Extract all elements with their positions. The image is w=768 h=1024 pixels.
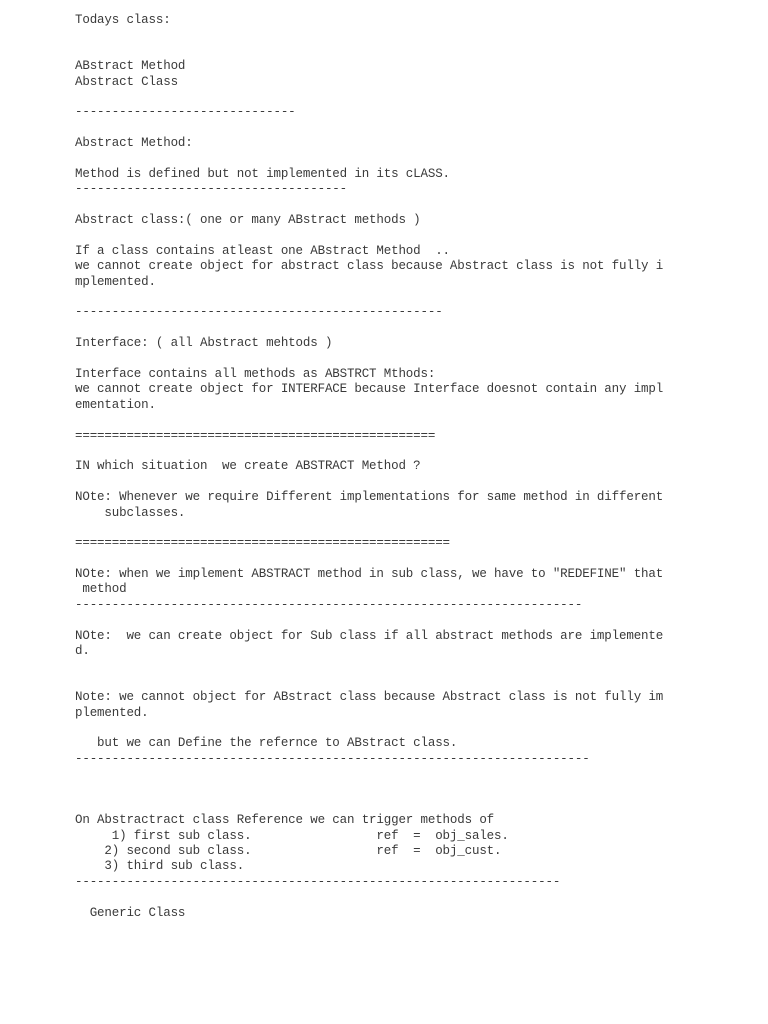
text-line: ------------------------------------- [75, 182, 347, 197]
text-line: mplemented. [75, 274, 156, 289]
text-line: we cannot create object for INTERFACE because Interface doesnot contain any impl [75, 382, 664, 397]
text-line: NOte: Whenever we require Different implementations for same method in different [75, 490, 664, 505]
text-line: plemented. [75, 705, 149, 720]
text-line: -------------------------------------------------- [75, 305, 443, 320]
blank-line [75, 890, 675, 905]
text-line: If a class contains atleast one ABstract Method .. [75, 243, 450, 258]
text-line: 1) first sub class. ref = obj_sales. [75, 828, 509, 843]
text-line: Abstract Class [75, 74, 178, 89]
blank-line [75, 152, 675, 167]
blank-line [75, 413, 675, 428]
text-line: NOte: we can create object for Sub class if all abstract methods are implemente [75, 628, 664, 643]
blank-line [75, 198, 675, 213]
text-line: ---------------------------------------------------------------------- [75, 751, 590, 766]
text-line: Interface contains all methods as ABSTRCT Mthods: [75, 366, 436, 381]
blank-line [75, 121, 675, 136]
text-line: Note: we cannot object for ABstract class because Abstract class is not fully im [75, 690, 664, 705]
blank-line [75, 321, 675, 336]
text-line: ementation. [75, 397, 156, 412]
blank-line [75, 521, 675, 536]
document-text [75, 13, 675, 921]
text-line: method [75, 582, 127, 597]
text-line: we cannot create object for abstract class because Abstract class is not fully i [75, 259, 664, 274]
text-line: 3) third sub class. [75, 859, 245, 874]
text-line: NOte: when we implement ABSTRACT method in sub class, we have to "REDEFINE" that [75, 567, 664, 582]
blank-line [75, 798, 675, 813]
text-line: Abstract class:( one or many ABstract methods ) [75, 213, 421, 228]
text-line: --------------------------------------------------------------------- [75, 597, 583, 612]
blank-line [75, 721, 675, 736]
text-line: Interface: ( all Abstract mehtods ) [75, 336, 333, 351]
text-line: Abstract Method: [75, 136, 193, 151]
blank-line [75, 290, 675, 305]
text-line: 2) second sub class. ref = obj_cust. [75, 844, 502, 859]
blank-line [75, 90, 675, 105]
text-line: Generic Class [75, 905, 186, 920]
blank-line [75, 228, 675, 243]
text-line: ------------------------------ [75, 105, 296, 120]
text-line: Method is defined but not implemented in its cLASS. [75, 166, 450, 181]
blank-line [75, 44, 675, 59]
blank-line [75, 352, 675, 367]
text-line: =================================================== [75, 536, 450, 551]
blank-line [75, 783, 675, 798]
blank-line [75, 28, 675, 43]
text-line: IN which situation we create ABSTRACT Method ? [75, 459, 421, 474]
text-line: ------------------------------------------------------------------ [75, 874, 561, 889]
text-line: On Abstractract class Reference we can trigger methods of [75, 813, 495, 828]
text-line: but we can Define the refernce to ABstract class. [75, 736, 458, 751]
blank-line [75, 659, 675, 674]
blank-line [75, 767, 675, 782]
text-line: ABstract Method [75, 59, 186, 74]
blank-line [75, 613, 675, 628]
text-line: d. [75, 644, 90, 659]
text-line: Todays class: [75, 13, 171, 27]
blank-line [75, 552, 675, 567]
blank-line [75, 475, 675, 490]
text-line: ================================================= [75, 428, 436, 443]
text-line: subclasses. [75, 505, 186, 520]
blank-line [75, 444, 675, 459]
blank-line [75, 675, 675, 690]
